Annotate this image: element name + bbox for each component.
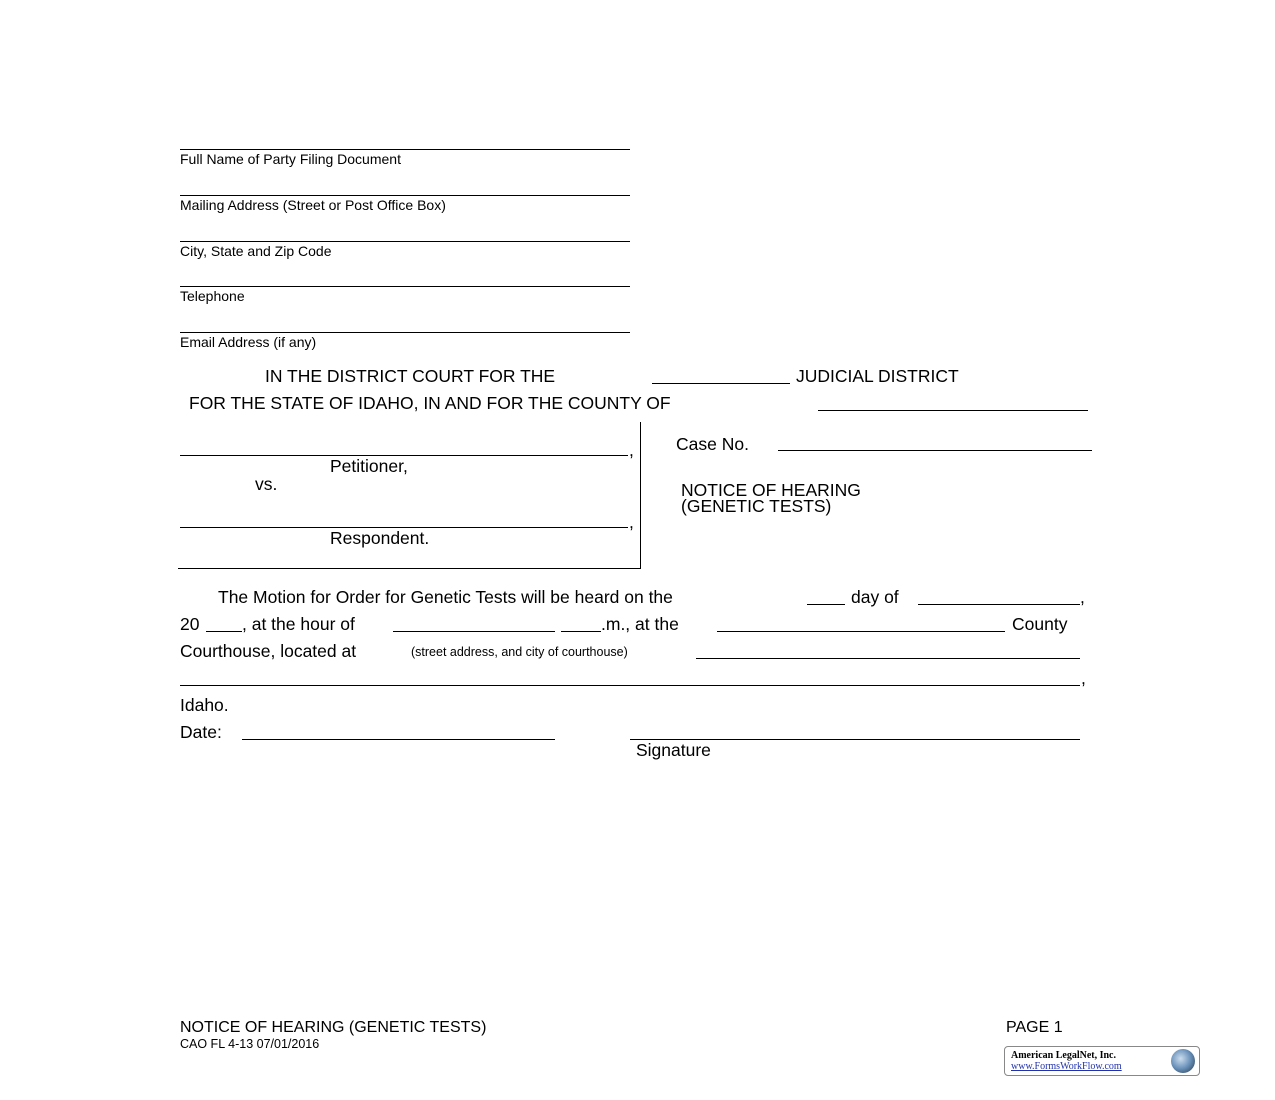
doc-subtitle: (GENETIC TESTS) bbox=[681, 496, 832, 516]
vs-label: vs. bbox=[255, 474, 278, 494]
comma: , bbox=[1081, 668, 1086, 688]
body-text: The Motion for Order for Genetic Tests will be heard on the bbox=[218, 587, 673, 607]
email-label: Email Address (if any) bbox=[180, 334, 317, 350]
page-number: PAGE 1 bbox=[1006, 1019, 1063, 1036]
signature-label: Signature bbox=[636, 740, 711, 760]
globe-icon bbox=[1171, 1049, 1195, 1073]
comma: , bbox=[1080, 587, 1085, 607]
comma: , bbox=[629, 440, 634, 460]
body-text: day of bbox=[851, 587, 899, 607]
case-no-blank[interactable] bbox=[778, 450, 1092, 451]
courthouse-address-blank[interactable] bbox=[696, 658, 1080, 659]
logo-url[interactable]: www.FormsWorkFlow.com bbox=[1011, 1061, 1122, 1072]
city-line[interactable] bbox=[180, 241, 630, 242]
case-no-label: Case No. bbox=[676, 434, 749, 454]
date-blank[interactable] bbox=[242, 739, 555, 740]
district-blank[interactable] bbox=[652, 383, 790, 384]
body-text: Idaho. bbox=[180, 695, 229, 715]
email-line[interactable] bbox=[180, 332, 630, 333]
name-label: Full Name of Party Filing Document bbox=[180, 151, 401, 167]
ampm-blank[interactable] bbox=[561, 631, 601, 632]
address-hint: (street address, and city of courthouse) bbox=[411, 645, 628, 659]
county-blank[interactable] bbox=[818, 410, 1088, 411]
legalnet-logo[interactable] bbox=[1004, 1046, 1200, 1076]
court-line2: FOR THE STATE OF IDAHO, IN AND FOR THE COUNTY OF bbox=[189, 393, 671, 413]
doc-title: NOTICE OF HEARING bbox=[681, 480, 861, 500]
caption-bottom-rule bbox=[178, 568, 641, 569]
address-line[interactable] bbox=[180, 195, 630, 196]
month-blank[interactable] bbox=[918, 604, 1080, 605]
body-text: 20 bbox=[180, 614, 200, 634]
courthouse-address-blank-2[interactable] bbox=[180, 685, 1080, 686]
phone-label: Telephone bbox=[180, 288, 245, 304]
day-blank[interactable] bbox=[807, 604, 845, 605]
hour-blank[interactable] bbox=[393, 631, 555, 632]
respondent-label: Respondent. bbox=[330, 528, 430, 548]
court-line1a: IN THE DISTRICT COURT FOR THE bbox=[265, 366, 556, 386]
address-label: Mailing Address (Street or Post Office Box) bbox=[180, 197, 446, 213]
body-text: .m., at the bbox=[601, 614, 679, 634]
footer-title: NOTICE OF HEARING (GENETIC TESTS) bbox=[180, 1019, 487, 1036]
city-label: City, State and Zip Code bbox=[180, 243, 332, 259]
logo-name: American LegalNet, Inc. bbox=[1011, 1050, 1116, 1061]
body-text: County bbox=[1012, 614, 1068, 634]
county-name-blank[interactable] bbox=[717, 631, 1005, 632]
court-line1b: JUDICIAL DISTRICT bbox=[796, 366, 959, 386]
name-line[interactable] bbox=[180, 149, 630, 150]
body-text: , at the hour of bbox=[242, 614, 355, 634]
comma: , bbox=[629, 512, 634, 532]
year-blank[interactable] bbox=[206, 631, 242, 632]
date-label: Date: bbox=[180, 722, 222, 742]
body-text: Courthouse, located at bbox=[180, 641, 357, 661]
phone-line[interactable] bbox=[180, 286, 630, 287]
form-number: CAO FL 4-13 07/01/2016 bbox=[180, 1037, 320, 1051]
petitioner-label: Petitioner, bbox=[330, 456, 408, 476]
caption-divider bbox=[640, 422, 641, 569]
